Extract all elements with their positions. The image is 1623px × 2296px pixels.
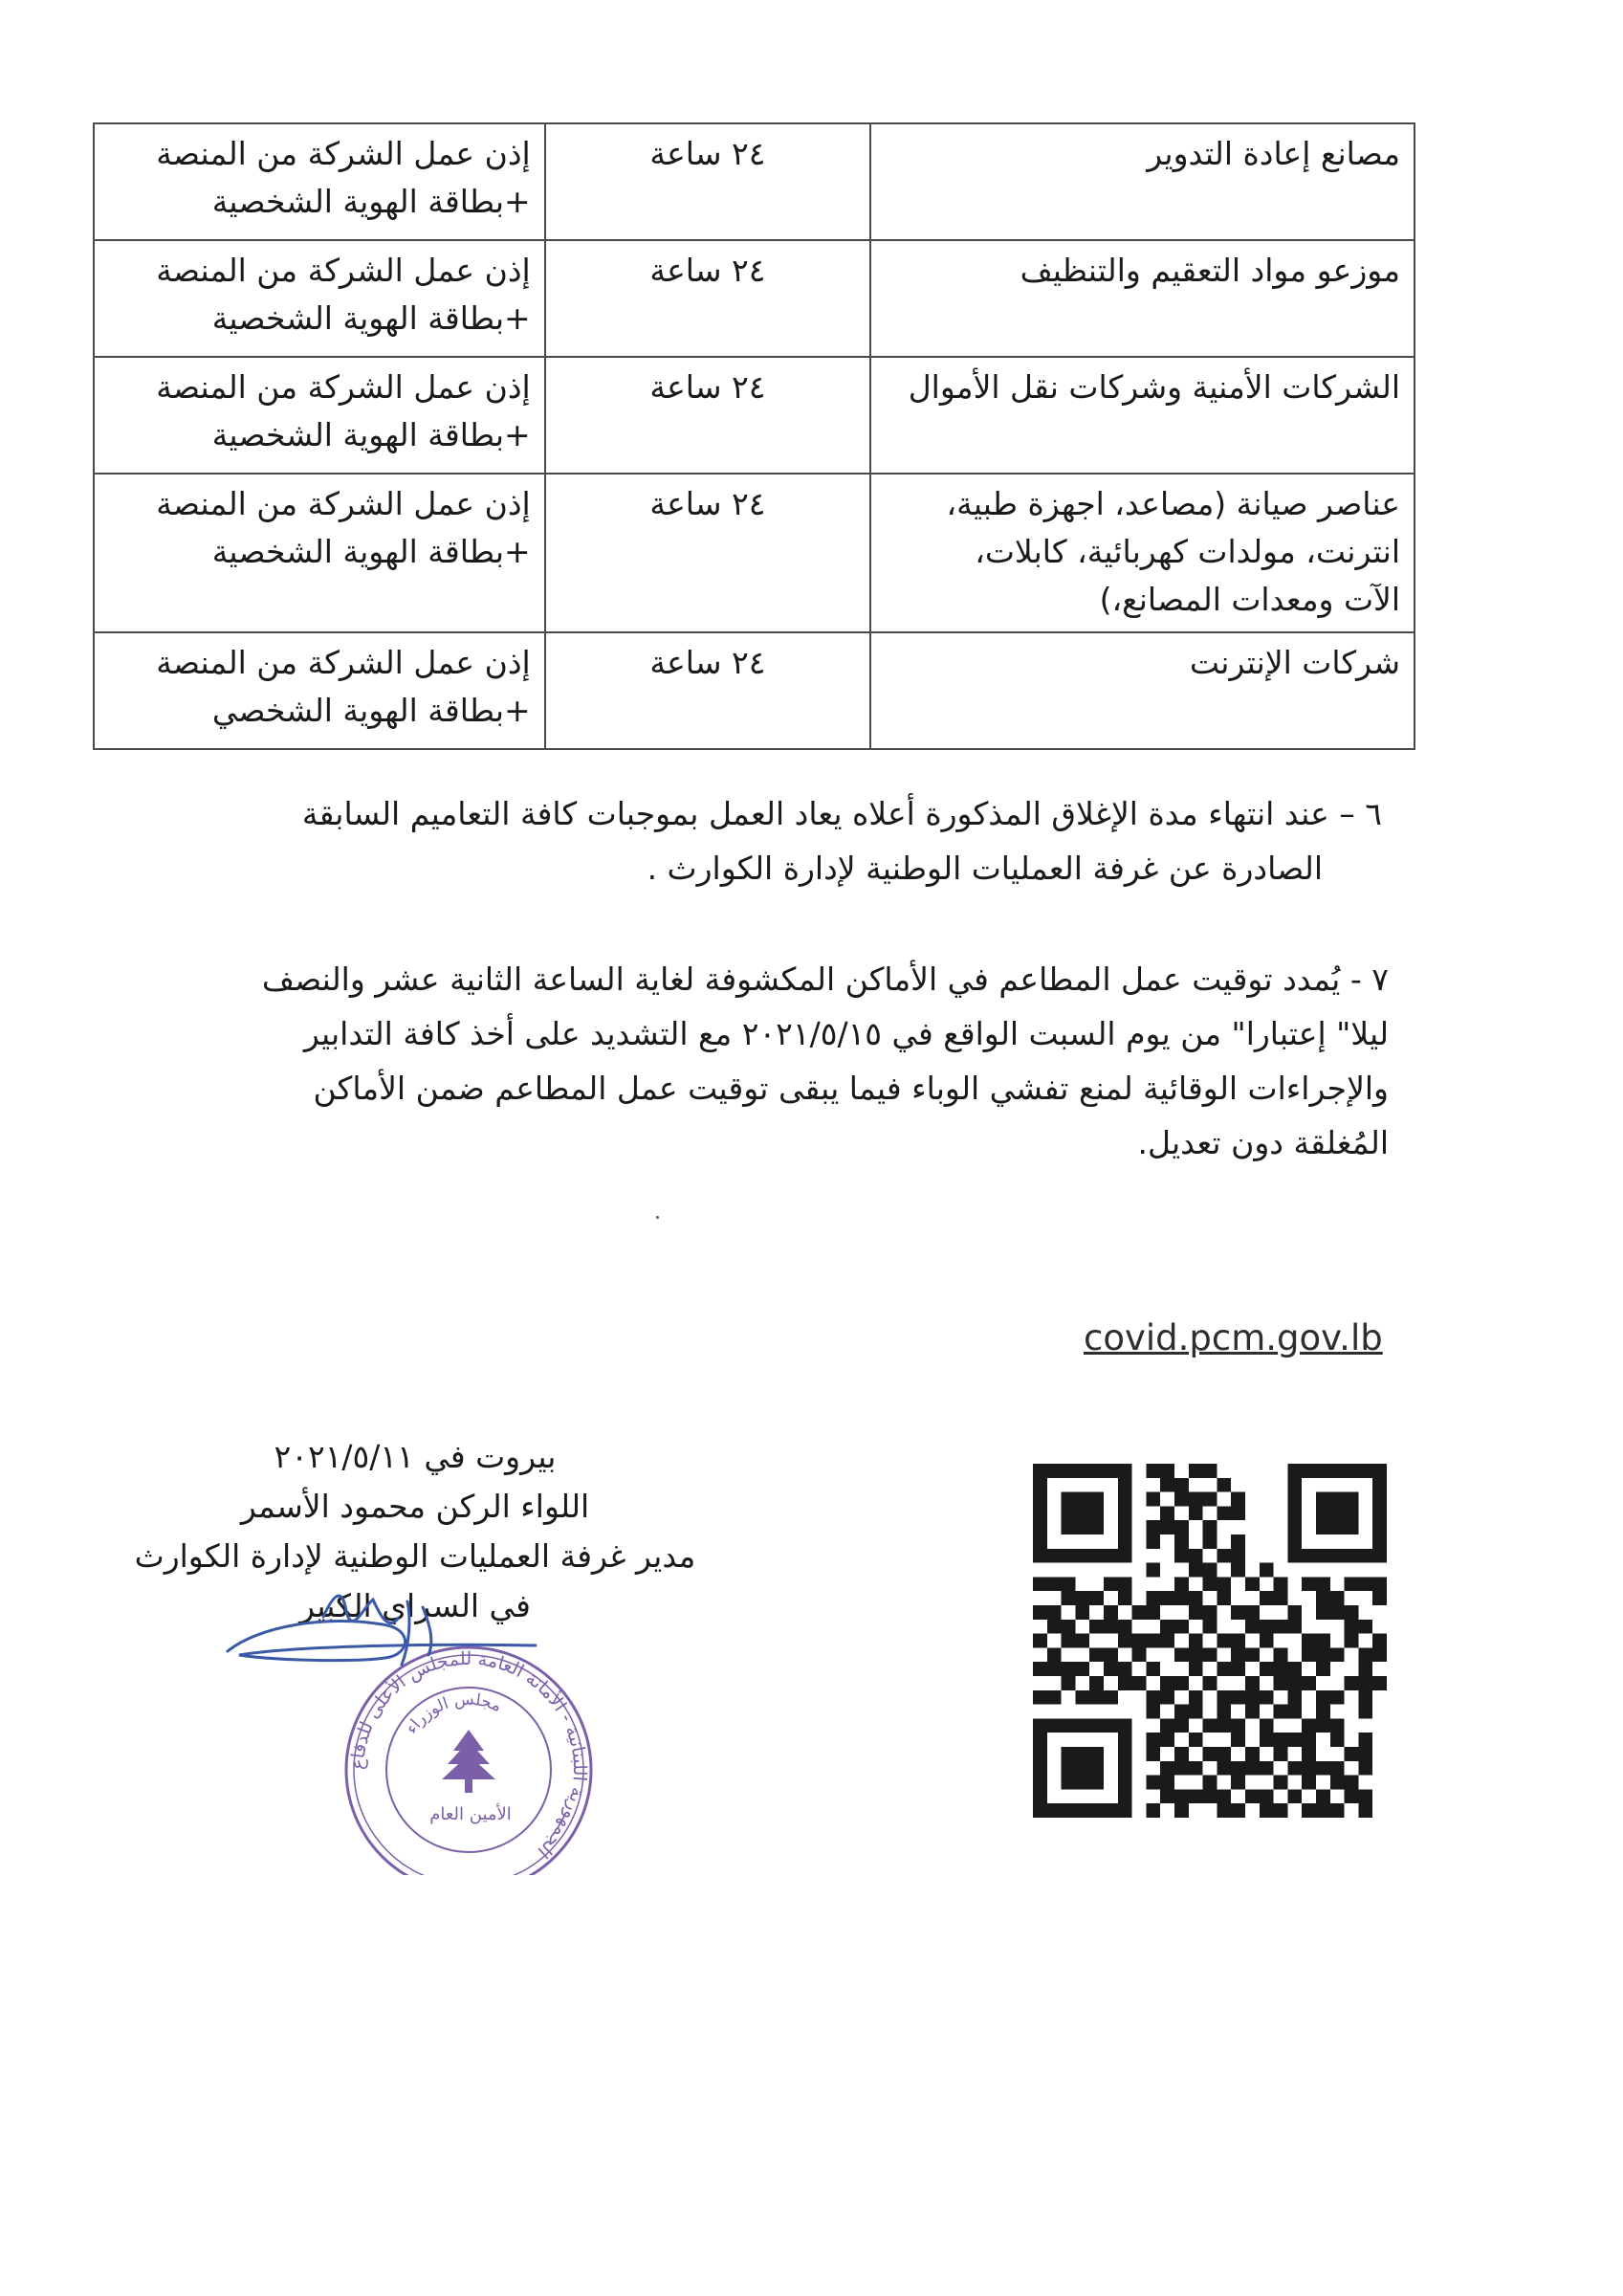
duration-cell-line: ٢٤ ساعة bbox=[649, 644, 766, 681]
stamp-inner-text: مجلس الوزراء bbox=[402, 1689, 505, 1738]
website-link[interactable]: covid.pcm.gov.lb bbox=[1084, 1317, 1383, 1358]
paragraph-6-line-1: ٦ – عند انتهاء مدة الإغلاق المذكورة أعلاه يعاد العمل بموجبات كافة التعاميم السابقة bbox=[301, 795, 1382, 832]
duration-cell-line: ٢٤ ساعة bbox=[649, 368, 766, 406]
place-date: بيروت في ٢٠٢١/٥/١١ bbox=[274, 1438, 557, 1475]
document-cell-line: إذن عمل الشركة من المنصة bbox=[156, 485, 531, 522]
document-cell-line: إذن عمل الشركة من المنصة bbox=[156, 644, 531, 681]
table-row bbox=[94, 123, 1415, 240]
document-cell-line: إذن عمل الشركة من المنصة bbox=[156, 135, 531, 172]
table-body bbox=[94, 123, 1415, 749]
category-cell-line: الآت ومعدات المصانع،) bbox=[1099, 581, 1400, 618]
document-cell bbox=[94, 357, 545, 474]
paragraph-7-line-1: ٧ - يُمدد توقيت عمل المطاعم في الأماكن المكشوفة لغاية الساعة الثانية عشر والنصف bbox=[261, 960, 1389, 998]
signatory-title: مدير غرفة العمليات الوطنية لإدارة الكوارث bbox=[134, 1537, 696, 1575]
table-row bbox=[94, 357, 1415, 474]
paragraph-7-line-2: ليلا" إعتبارا" من يوم السبت الواقع في ٢٠٢١/٥/١٥ مع التشديد على أخذ كافة التدابير bbox=[303, 1015, 1389, 1052]
paragraph-7 bbox=[155, 952, 1389, 1170]
signatory-name: اللواء الركن محمود الأسمر bbox=[240, 1488, 590, 1525]
category-cell-line: شركات الإنترنت bbox=[1189, 644, 1400, 681]
duration-cell-line: ٢٤ ساعة bbox=[649, 135, 766, 172]
duration-cell bbox=[545, 474, 870, 632]
table-row bbox=[94, 474, 1415, 632]
stamp-outer-text: الجمهورية اللبنانية - الأمانة العامة للمجلس الأعلى للدفاع bbox=[346, 1647, 591, 1863]
document-cell bbox=[94, 474, 545, 632]
duration-cell bbox=[545, 357, 870, 474]
category-cell-line: موزعو مواد التعقيم والتنظيف bbox=[1020, 252, 1400, 289]
category-cell-line: مصانع إعادة التدوير bbox=[1147, 135, 1400, 172]
document-cell-line: +بطاقة الهوية الشخصي bbox=[211, 692, 531, 729]
duration-cell-line: ٢٤ ساعة bbox=[649, 252, 766, 289]
stamp-and-signature bbox=[220, 1569, 622, 1875]
work-permit-table bbox=[93, 122, 1415, 750]
duration-cell bbox=[545, 632, 870, 749]
qr-code[interactable] bbox=[1033, 1464, 1387, 1818]
document-cell-line: إذن عمل الشركة من المنصة bbox=[156, 252, 531, 289]
document-cell-line: +بطاقة الهوية الشخصية bbox=[211, 183, 531, 220]
signatory-location: في السراي الكبير bbox=[299, 1587, 531, 1624]
paragraph-6 bbox=[110, 786, 1382, 895]
table-row bbox=[94, 632, 1415, 749]
document-cell-line: +بطاقة الهوية الشخصية bbox=[211, 533, 531, 570]
document-cell-line: +بطاقة الهوية الشخصية bbox=[211, 299, 531, 337]
category-cell bbox=[870, 357, 1415, 474]
stray-dot bbox=[656, 1216, 659, 1219]
cedar-icon bbox=[442, 1730, 495, 1793]
category-cell-line: انترنت، مولدات كهربائية، كابلات، bbox=[975, 533, 1400, 570]
document-cell-line: +بطاقة الهوية الشخصية bbox=[211, 416, 531, 453]
paragraph-7-line-4: المُغلقة دون تعديل. bbox=[1137, 1124, 1389, 1161]
category-cell bbox=[870, 123, 1415, 240]
document-cell bbox=[94, 240, 545, 357]
category-cell bbox=[870, 240, 1415, 357]
paragraph-6-line-2: الصادرة عن غرفة العمليات الوطنية لإدارة الكوارث . bbox=[647, 850, 1323, 887]
handwritten-signature bbox=[228, 1596, 536, 1665]
svg-text:مجلس الوزراء bbox=[402, 1689, 504, 1737]
duration-cell bbox=[545, 123, 870, 240]
category-cell bbox=[870, 474, 1415, 632]
document-cell bbox=[94, 123, 545, 240]
official-stamp bbox=[346, 1647, 591, 1875]
document-cell bbox=[94, 632, 545, 749]
category-cell-line: الشركات الأمنية وشركات نقل الأموال bbox=[908, 368, 1400, 406]
category-cell-line: عناصر صيانة (مصاعد، اجهزة طبية، bbox=[946, 485, 1400, 522]
table-row bbox=[94, 240, 1415, 357]
document-cell-line: إذن عمل الشركة من المنصة bbox=[156, 368, 531, 406]
category-cell bbox=[870, 632, 1415, 749]
paragraph-7-line-3: والإجراءات الوقائية لمنع تفشي الوباء فيما يبقى توقيت عمل المطاعم ضمن الأماكن bbox=[313, 1070, 1389, 1107]
duration-cell bbox=[545, 240, 870, 357]
stamp-center-text: الأمين العام bbox=[429, 1804, 512, 1824]
duration-cell-line: ٢٤ ساعة bbox=[649, 485, 766, 522]
